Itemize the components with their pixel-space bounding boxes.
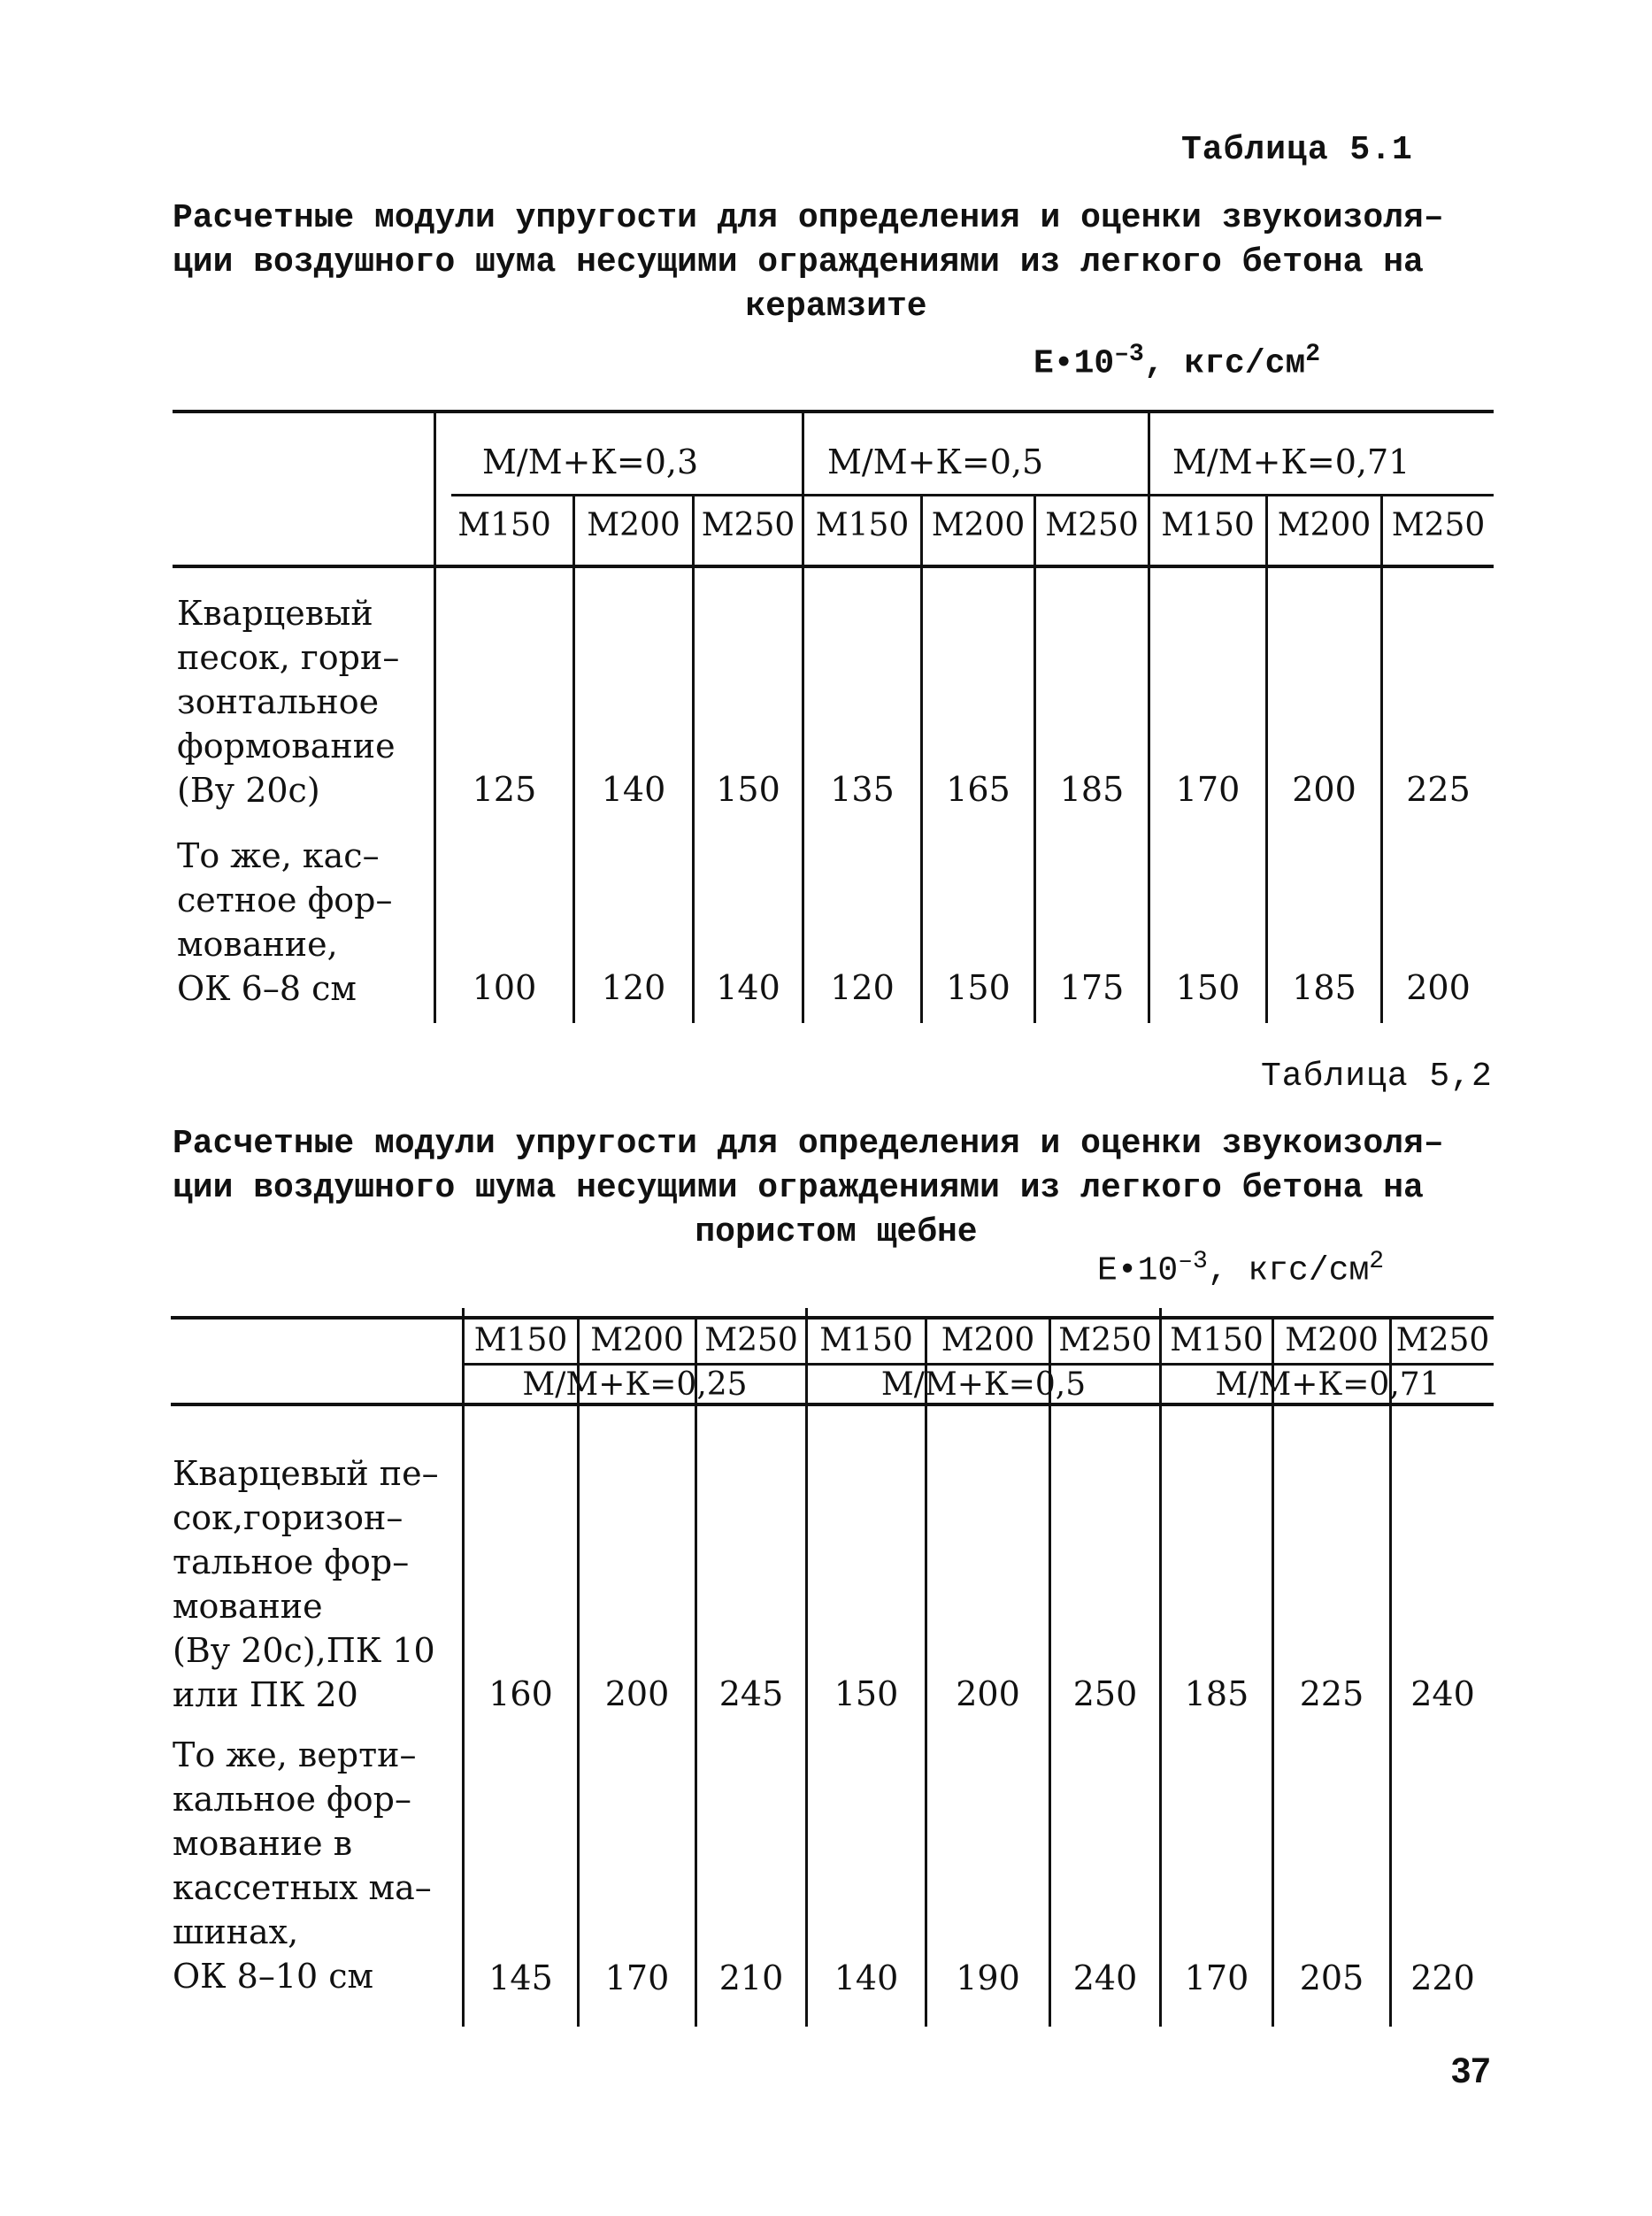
- table2-group-header: М/М+К=0,5: [880, 1366, 1087, 1403]
- table1-row-label-line: мование,: [177, 925, 338, 964]
- table2-cell: 200: [956, 1674, 1020, 1713]
- table1-caption: Таблица 5.1: [1181, 131, 1413, 169]
- table2-units-unit: , кгс/см: [1207, 1251, 1370, 1290]
- table2-grade-header: М250: [1395, 1322, 1490, 1358]
- table2-row-label-line: сок,горизон–: [173, 1498, 403, 1537]
- table2-units-base: E•10: [1097, 1251, 1179, 1290]
- table1-cell: 165: [946, 770, 1010, 809]
- table1-vrule: [920, 496, 923, 1023]
- table2-row-label-line: тальное фор–: [173, 1543, 410, 1581]
- table2-grade-header: М150: [1170, 1322, 1264, 1358]
- table1-vrule: [1380, 496, 1383, 1023]
- table2-top-rule: [171, 1316, 1494, 1320]
- table1-top-rule: [173, 410, 1494, 413]
- table1-row-label-line: Кварцевый: [177, 594, 373, 633]
- table1-grade-header: М150: [1161, 507, 1255, 543]
- table2-row-label-line: ОК 8–10 см: [173, 1957, 374, 1996]
- table2-row-label-line: или ПК 20: [173, 1675, 358, 1714]
- table2-row-label: [173, 1451, 465, 1717]
- table1-cell: 140: [601, 770, 666, 809]
- table1-vrule: [1033, 496, 1036, 1023]
- table2-row-label-line: кассетных ма–: [173, 1868, 432, 1907]
- table1-cell: 120: [830, 968, 895, 1007]
- table2-group-header: М/М+К=0,71: [1215, 1366, 1441, 1403]
- table2-cell: 245: [718, 1674, 784, 1713]
- table1-cell: 185: [1059, 770, 1125, 809]
- table2-grade-header: М150: [473, 1322, 568, 1358]
- table1-header-rule: [173, 565, 1494, 568]
- table1-row-label-line: зонтальное: [177, 682, 380, 721]
- table1-vrule: [692, 496, 695, 1023]
- table1-vrule: [572, 496, 575, 1023]
- table1-vrule: [1265, 496, 1268, 1023]
- table1-units-base: E•10: [1033, 344, 1115, 383]
- table1-grade-header: М150: [457, 507, 551, 543]
- table1-row-label-line: То же, кас–: [177, 836, 380, 875]
- table1-units-exp: –3: [1114, 341, 1144, 368]
- table1-grade-header: М250: [701, 507, 795, 543]
- table1-row-label-line: песок, гори–: [177, 638, 400, 677]
- table2-units: [1097, 1248, 1384, 1290]
- table2-cell: 240: [1072, 1958, 1138, 1997]
- table2-caption: Таблица 5,2: [1261, 1058, 1493, 1096]
- table1-title-line-3: керамзите: [745, 288, 927, 326]
- table2-grade-header: М200: [941, 1322, 1035, 1358]
- table1-cell: 185: [1292, 968, 1356, 1007]
- table2-cell: 160: [488, 1674, 553, 1713]
- table2-vrule: [1389, 1319, 1392, 2027]
- table1-vrule-label: [434, 412, 436, 1023]
- table2-cell: 240: [1410, 1674, 1475, 1713]
- table1-group-header: М/М+К=0,5: [827, 442, 1044, 481]
- table2-grade-header: М150: [819, 1322, 913, 1358]
- table1-cell: 200: [1406, 968, 1471, 1007]
- table1-vrule-group: [1148, 412, 1150, 1023]
- table1-cell: 140: [716, 968, 780, 1007]
- table1-grade-header: М200: [931, 507, 1026, 543]
- table1-row-label-line: (Ву 20с): [177, 771, 320, 810]
- table1-cell: 150: [716, 770, 780, 809]
- table2-row-label-line: То же, верти–: [173, 1735, 417, 1774]
- table1-cell: 125: [472, 770, 537, 809]
- table1-cell: 170: [1175, 770, 1241, 809]
- table1-grade-header: М200: [587, 507, 680, 543]
- table1-group-header: М/М+К=0,71: [1172, 442, 1410, 481]
- table2-vrule: [1049, 1319, 1051, 2027]
- table1-row-label-line: формование: [177, 727, 396, 766]
- table2-vrule-group: [1159, 1308, 1162, 2027]
- table1-units-unit: , кгс/см: [1143, 344, 1306, 383]
- table1-cell: 150: [1175, 968, 1241, 1007]
- table2-cell: 210: [718, 1958, 784, 1997]
- table1-row-label: [177, 834, 429, 1011]
- table2-grade-header: М250: [1058, 1322, 1152, 1358]
- table2-row-label-line: шинах,: [173, 1912, 299, 1951]
- table2-cell: 170: [1184, 1958, 1249, 1997]
- table2-cell: 250: [1072, 1674, 1138, 1713]
- table2-row-label-line: (Ву 20с),ПК 10: [173, 1631, 435, 1670]
- table1-group-header: М/М+К=0,3: [482, 442, 699, 481]
- table2-row-label-line: кальное фор–: [173, 1780, 411, 1819]
- table2-vrule: [1272, 1319, 1274, 2027]
- table2-group-header: М/М+К=0,25: [522, 1366, 748, 1403]
- table1-grade-header: М250: [1045, 507, 1139, 543]
- table2-vrule-group: [805, 1308, 808, 2027]
- table2-cell: 220: [1410, 1958, 1475, 1997]
- table2-units-exp: –3: [1178, 1248, 1208, 1275]
- table2-title-line-1: Расчетные модули упругости для определения и оценки звукоизоля–: [173, 1125, 1444, 1163]
- table1-cell: 100: [472, 968, 537, 1007]
- table1-row-label-line: ОК 6–8 см: [177, 969, 357, 1008]
- table2-row-label-line: мование в: [173, 1824, 353, 1863]
- table2-cell: 145: [488, 1958, 553, 1997]
- table1-cell: 120: [601, 968, 666, 1007]
- table1-cell: 225: [1406, 770, 1471, 809]
- table1-cell: 200: [1292, 770, 1356, 809]
- table2-title-line-3: пористом щебне: [695, 1213, 978, 1251]
- table2-row-label: [173, 1733, 465, 1998]
- table1-cell: 135: [830, 770, 895, 809]
- table2-grade-rule: [465, 1363, 1494, 1366]
- table2-cell: 200: [604, 1674, 670, 1713]
- table1-grade-header: М150: [815, 507, 910, 543]
- table2-grade-header: М250: [704, 1322, 798, 1358]
- table2-title-line-2: ции воздушного шума несущими ограждениями из легкого бетона на: [173, 1169, 1424, 1207]
- table2-header-rule: [171, 1403, 1494, 1406]
- table2-title: [173, 1122, 1500, 1255]
- table2-units-exp2: 2: [1369, 1248, 1385, 1275]
- table2-cell: 150: [834, 1674, 899, 1713]
- table2-grade-header: М200: [1285, 1322, 1379, 1358]
- table2-cell: 185: [1184, 1674, 1249, 1713]
- table1-title-line-2: ции воздушного шума несущими ограждениями из легкого бетона на: [173, 243, 1424, 281]
- table2-grade-header: М200: [590, 1322, 684, 1358]
- table1-cell: 175: [1059, 968, 1125, 1007]
- table1-cell: 150: [946, 968, 1010, 1007]
- table1-group-rule: [451, 494, 1494, 496]
- table2-cell: 140: [834, 1958, 899, 1997]
- table2-row-label-line: Кварцевый пе–: [173, 1454, 439, 1493]
- table1-row-label: [177, 591, 429, 812]
- table1-vrule-group: [802, 412, 804, 1023]
- table1-grade-header: М200: [1277, 507, 1372, 543]
- table2-row-label-line: мование: [173, 1587, 323, 1626]
- table2-cell: 170: [604, 1958, 670, 1997]
- table2-cell: 225: [1299, 1674, 1364, 1713]
- table1-units: [1033, 341, 1320, 383]
- table1-units-exp2: 2: [1305, 341, 1321, 368]
- table1-grade-header: М250: [1391, 507, 1486, 543]
- table1-row-label-line: сетное фор–: [177, 881, 393, 919]
- table1-title-line-1: Расчетные модули упругости для определения и оценки звукоизоля–: [173, 199, 1444, 237]
- page-number: 37: [1451, 2051, 1491, 2090]
- table2-vrule: [577, 1319, 580, 2027]
- table2-vrule: [925, 1319, 927, 2027]
- table2-cell: 190: [956, 1958, 1020, 1997]
- table2-cell: 205: [1299, 1958, 1364, 1997]
- table1-title: [173, 196, 1500, 329]
- table2-vrule: [695, 1319, 697, 2027]
